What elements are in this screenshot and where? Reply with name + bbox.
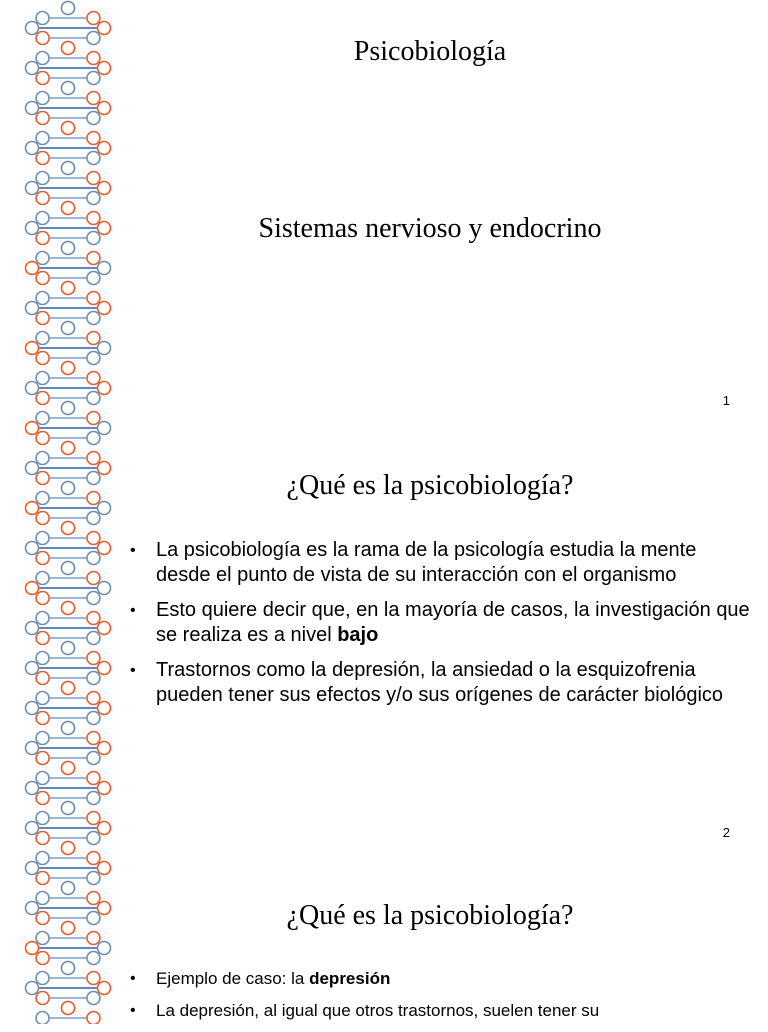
dna-node <box>87 112 100 125</box>
dna-node <box>36 852 49 865</box>
dna-node <box>98 222 111 235</box>
dna-node <box>98 742 111 755</box>
dna-node <box>87 772 100 785</box>
dna-node <box>36 752 49 765</box>
dna-node <box>87 432 100 445</box>
dna-node <box>87 72 100 85</box>
dna-node <box>36 832 49 845</box>
dna-node <box>87 92 100 105</box>
dna-node <box>87 952 100 965</box>
slide2-title: ¿Qué es la psicobiología? <box>286 470 574 501</box>
dna-node <box>36 292 49 305</box>
dna-node <box>36 592 49 605</box>
slide2-page-number: 2 <box>722 825 730 840</box>
dna-node <box>36 812 49 825</box>
dna-node <box>36 912 49 925</box>
dna-node <box>36 672 49 685</box>
dna-node <box>36 712 49 725</box>
dna-node <box>26 782 39 795</box>
dna-node <box>87 972 100 985</box>
dna-node <box>26 302 39 315</box>
dna-node <box>87 132 100 145</box>
dna-node <box>87 472 100 485</box>
dna-node <box>62 482 75 495</box>
dna-node <box>36 252 49 265</box>
dna-node <box>36 932 49 945</box>
dna-node <box>36 552 49 565</box>
dna-node <box>98 582 111 595</box>
dna-node <box>98 142 111 155</box>
dna-node <box>36 892 49 905</box>
dna-node <box>87 712 100 725</box>
bullet-item <box>130 658 750 708</box>
dna-node <box>26 662 39 675</box>
dna-node <box>98 662 111 675</box>
dna-node <box>36 312 49 325</box>
dna-node <box>26 422 39 435</box>
dna-node <box>87 732 100 745</box>
dna-node <box>36 612 49 625</box>
dna-node <box>87 232 100 245</box>
dna-node <box>62 922 75 935</box>
dna-node <box>87 992 100 1005</box>
dna-node <box>26 62 39 75</box>
dna-node <box>98 782 111 795</box>
dna-node <box>98 302 111 315</box>
dna-node <box>36 112 49 125</box>
dna-node <box>87 812 100 825</box>
dna-node <box>36 412 49 425</box>
dna-node <box>98 422 111 435</box>
dna-node <box>36 472 49 485</box>
dna-node <box>98 502 111 515</box>
bullet-icon: • <box>130 970 136 987</box>
dna-node <box>26 262 39 275</box>
dna-node <box>26 222 39 235</box>
dna-node <box>36 72 49 85</box>
dna-node <box>62 282 75 295</box>
dna-node <box>26 582 39 595</box>
dna-node <box>36 92 49 105</box>
dna-node <box>87 912 100 925</box>
dna-node <box>36 452 49 465</box>
dna-node <box>62 522 75 535</box>
dna-node <box>26 902 39 915</box>
dna-node <box>98 822 111 835</box>
dna-node <box>87 292 100 305</box>
bullet-item <box>130 598 750 648</box>
dna-node <box>36 692 49 705</box>
slide3-bullet-list <box>130 968 750 1032</box>
dna-node <box>62 202 75 215</box>
dna-node <box>87 32 100 45</box>
dna-node <box>36 332 49 345</box>
dna-node <box>98 942 111 955</box>
dna-node <box>26 822 39 835</box>
dna-node <box>36 492 49 505</box>
dna-node <box>62 442 75 455</box>
dna-node <box>26 102 39 115</box>
dna-node <box>98 862 111 875</box>
dna-node <box>26 982 39 995</box>
dna-node <box>98 542 111 555</box>
dna-node <box>36 152 49 165</box>
dna-node <box>87 692 100 705</box>
dna-node <box>98 262 111 275</box>
dna-node <box>36 972 49 985</box>
dna-node <box>87 532 100 545</box>
dna-node <box>62 682 75 695</box>
dna-node <box>62 882 75 895</box>
dna-node <box>87 212 100 225</box>
dna-node <box>36 1012 49 1025</box>
dna-node <box>36 212 49 225</box>
dna-node <box>36 792 49 805</box>
dna-node <box>62 762 75 775</box>
dna-node <box>87 52 100 65</box>
dna-node <box>98 102 111 115</box>
dna-node <box>98 22 111 35</box>
dna-node <box>26 542 39 555</box>
slide1-subtitle: Sistemas nervioso y endocrino <box>258 213 602 244</box>
dna-node <box>98 902 111 915</box>
dna-node <box>26 182 39 195</box>
dna-node <box>62 82 75 95</box>
dna-node <box>98 982 111 995</box>
dna-node <box>36 32 49 45</box>
dna-node <box>98 702 111 715</box>
dna-node <box>62 362 75 375</box>
dna-node <box>87 552 100 565</box>
dna-node <box>87 372 100 385</box>
dna-node <box>26 742 39 755</box>
dna-node <box>26 502 39 515</box>
dna-node <box>62 2 75 15</box>
bullet-item <box>130 968 750 990</box>
dna-node <box>26 342 39 355</box>
dna-node <box>26 382 39 395</box>
dna-node <box>87 752 100 765</box>
bullet-text: La psicobiología es la rama de la psicología estudia la mente desde el punto de vista de su interacción con el organismo <box>156 539 697 586</box>
bullet-icon: • <box>130 662 136 679</box>
dna-node <box>36 52 49 65</box>
bullet-icon: • <box>130 542 136 559</box>
dna-node <box>98 182 111 195</box>
bullet-text: Ejemplo de caso: la <box>156 969 310 988</box>
dna-node <box>36 192 49 205</box>
dna-node <box>87 492 100 505</box>
slide1-title: Psicobiología <box>353 36 507 67</box>
bullet-text: La depresión, al igual que otros trastornos, suelen tener su <box>156 1001 600 1020</box>
dna-node <box>87 332 100 345</box>
dna-helix-decoration <box>0 0 130 1024</box>
dna-node <box>36 952 49 965</box>
dna-node <box>87 932 100 945</box>
dna-node <box>36 12 49 25</box>
dna-node <box>36 652 49 665</box>
bullet-text: Esto quiere decir que, en la mayoría de casos, la investigación que se realiza es a nivel <box>156 599 750 646</box>
dna-node <box>87 852 100 865</box>
dna-node <box>87 1012 100 1025</box>
slide3-title: ¿Qué es la psicobiología? <box>286 900 574 931</box>
dna-node <box>87 792 100 805</box>
dna-node <box>36 532 49 545</box>
dna-node <box>87 832 100 845</box>
dna-node <box>87 192 100 205</box>
slide2-bullet-list <box>130 538 750 718</box>
dna-node <box>87 152 100 165</box>
dna-node <box>87 272 100 285</box>
dna-node <box>36 432 49 445</box>
dna-node <box>98 382 111 395</box>
dna-node <box>36 512 49 525</box>
dna-node <box>87 872 100 885</box>
dna-node <box>98 342 111 355</box>
dna-node <box>98 622 111 635</box>
dna-node <box>62 722 75 735</box>
dna-node <box>36 172 49 185</box>
dna-node <box>87 672 100 685</box>
dna-node <box>87 252 100 265</box>
dna-node <box>26 462 39 475</box>
dna-node <box>87 632 100 645</box>
dna-node <box>98 62 111 75</box>
dna-node <box>26 622 39 635</box>
dna-node <box>87 452 100 465</box>
bullet-item <box>130 538 750 588</box>
dna-node <box>62 242 75 255</box>
dna-node <box>36 992 49 1005</box>
dna-node <box>36 352 49 365</box>
dna-node <box>36 872 49 885</box>
dna-node <box>87 352 100 365</box>
dna-node <box>87 12 100 25</box>
bullet-text: Trastornos como la depresión, la ansiedad o la esquizofrenia pueden tener sus efectos y/o sus orígenes de carácter biológico <box>156 659 724 706</box>
dna-node <box>62 162 75 175</box>
dna-node <box>36 372 49 385</box>
dna-node <box>87 412 100 425</box>
dna-node <box>36 232 49 245</box>
dna-node <box>87 172 100 185</box>
dna-node <box>26 862 39 875</box>
dna-node <box>36 392 49 405</box>
bullet-icon: • <box>130 602 136 619</box>
dna-node <box>87 612 100 625</box>
dna-node <box>62 842 75 855</box>
dna-node <box>87 312 100 325</box>
dna-node <box>87 392 100 405</box>
dna-node <box>36 132 49 145</box>
dna-node <box>62 402 75 415</box>
dna-node <box>62 322 75 335</box>
dna-node <box>36 772 49 785</box>
dna-node <box>62 42 75 55</box>
dna-node <box>87 512 100 525</box>
dna-node <box>36 272 49 285</box>
dna-node <box>98 462 111 475</box>
dna-node <box>62 602 75 615</box>
dna-node <box>62 802 75 815</box>
dna-node <box>36 732 49 745</box>
dna-node <box>26 702 39 715</box>
dna-node <box>36 632 49 645</box>
bullet-icon: • <box>130 1002 136 1019</box>
dna-node <box>87 892 100 905</box>
dna-node <box>26 22 39 35</box>
dna-node <box>62 122 75 135</box>
dna-node <box>62 962 75 975</box>
dna-node <box>87 652 100 665</box>
bullet-bold-text: depresión <box>309 969 391 988</box>
dna-node <box>87 592 100 605</box>
dna-node <box>62 1002 75 1015</box>
dna-node <box>36 572 49 585</box>
slide1-page-number: 1 <box>722 393 730 408</box>
bullet-item <box>130 1000 750 1022</box>
dna-node <box>87 572 100 585</box>
dna-node <box>26 942 39 955</box>
dna-node <box>26 142 39 155</box>
dna-node <box>62 642 75 655</box>
bullet-bold-text: bajo <box>337 624 379 646</box>
dna-node <box>62 562 75 575</box>
